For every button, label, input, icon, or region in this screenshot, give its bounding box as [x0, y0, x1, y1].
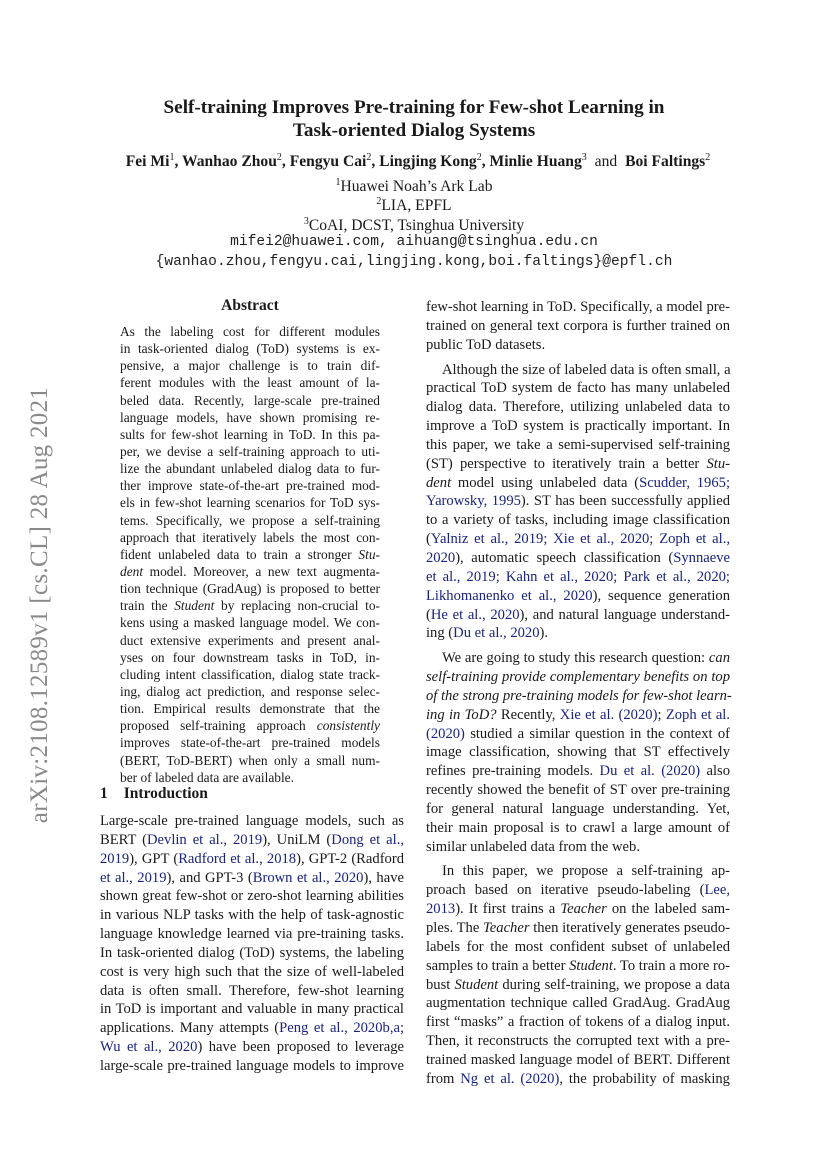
abstract-line: in task-oriented dialog (ToD) systems is ex- — [120, 341, 380, 357]
paragraph-line: of the strong pre-training models for few-shot learn- — [426, 687, 732, 704]
paragraph-line: to a variety of tasks, including image classification — [426, 512, 730, 529]
abstract-line: ing, dialog act prediction, and response selec- — [120, 683, 380, 699]
intro-line: 2019), GPT (Radford et al., 2018), GPT-2 (Radford — [100, 850, 405, 867]
intro-line: in ToD is important and valuable in many practical — [100, 1001, 404, 1018]
abstract-line: improves state-of-the-art pre-trained models — [120, 735, 380, 751]
author-list: Fei Mi$^1$, Wanhao Zhou$^2$, Fengyu Cai$^2$, Lingjing Kong$^2$, Minlie Huang$^3$ and Boi Faltings$^2$ — [125, 152, 711, 171]
paragraph-line: image classification, showing that ST effectively — [426, 744, 730, 761]
abstract-line: sults for few-shot learning in ToD. In this pa- — [120, 426, 380, 442]
paragraph-line: dent model using unlabeled data (Scudder, 1965; — [426, 474, 730, 491]
abstract-body — [120, 323, 380, 786]
paragraph-line: improve a ToD system is practically important. In — [426, 418, 730, 435]
abstract-line: fident unlabeled data to train a stronger Stu- — [120, 546, 380, 562]
paragraph-line: (2020) studied a similar question in the context of — [426, 725, 730, 742]
abstract-line: duct extensive experiments and present anal- — [120, 632, 380, 648]
affiliation: $^1$Huawei Noah’s Ark Lab — [335, 177, 493, 196]
section-number: 1 — [100, 785, 108, 802]
paragraph-line: this paper, we take a semi-supervised self-training — [426, 436, 730, 453]
paragraph-line: In this paper, we propose a self-training ap- — [442, 863, 730, 880]
paragraph-line: their main proposal is to crawl a large amount of — [426, 819, 730, 836]
author: Fei Mi$^1$ — [125, 152, 175, 171]
paragraph-line: public ToD datasets. — [426, 336, 546, 353]
intro-line: BERT (Devlin et al., 2019), UniLM (Dong et al., — [100, 831, 405, 848]
abstract-line: approach that iteratively labels the most con- — [120, 529, 380, 545]
abstract-line: tems. Specifically, we propose a self-training — [120, 512, 380, 528]
author: Minlie Huang$^3$ — [489, 152, 587, 171]
paragraph-line: et al., 2019; Kahn et al., 2020; Park et al., 2020; — [426, 568, 730, 585]
paragraph-line: (ST) perspective to iteratively train a better Stu- — [426, 455, 730, 472]
abstract-line: per, we devise a self-training approach to uti- — [120, 443, 380, 459]
author: Wanhao Zhou$^2$ — [181, 152, 282, 171]
paragraph-line: We are going to study this research question: can — [442, 650, 730, 667]
paragraph-line: Then, it reconstructs the corrupted text with a pre- — [426, 1033, 730, 1050]
paper-title-line-1: Self-training Improves Pre-training for Few-shot Learning in — [163, 97, 665, 118]
paragraph-line: augmentation technique called GradAug. GradAug — [426, 995, 730, 1012]
section-heading-introduction — [100, 785, 208, 803]
paragraph-line: Although the size of labeled data is often small, a — [442, 361, 731, 378]
abstract-line: yses on four downstream tasks in ToD, in- — [120, 649, 380, 665]
paragraph-line: samples to train a better Student. To train a more ro- — [426, 957, 730, 974]
abstract-line: beled data. Recently, large-scale pre-trained — [120, 392, 380, 408]
abstract-line: (BERT, ToD-BERT) when only a small num- — [120, 752, 380, 768]
right-column — [426, 298, 730, 1089]
paragraph-line: ing in ToD? Recently, Xie et al. (2020); Zoph et al. — [426, 706, 731, 723]
paragraph-line: from Ng et al. (2020), the probability of masking — [426, 1070, 730, 1087]
paragraph-line: Yarowsky, 1995). ST has been successfully applied — [426, 493, 730, 510]
intro-line: shown great few-shot or zero-shot learning abilities — [100, 888, 404, 905]
paragraph-line: ing (Du et al., 2020). — [426, 625, 549, 642]
paragraph-line: ples. The Teacher then iteratively generates pseudo- — [426, 920, 730, 936]
abstract-line: ther improve state-of-the-art pre-trained mod- — [120, 478, 380, 494]
paragraph-line: 2020), automatic speech classification (Synnaeve — [426, 549, 730, 566]
paper-title-line-2: Task-oriented Dialog Systems — [292, 120, 536, 141]
abstract-heading: Abstract — [221, 297, 279, 314]
arxiv-id: arXiv:2108.12589v1 [cs.CL] 28 Aug 2021 — [26, 386, 53, 824]
intro-line: Wu et al., 2020) have been proposed to leverage — [100, 1039, 404, 1056]
intro-line: In task-oriented dialog (ToD) systems, the labeling — [100, 944, 404, 961]
abstract-line: tion technique (GradAug) is proposed to better — [120, 581, 380, 597]
abstract-line: kens using a masked language model. We con- — [120, 615, 380, 631]
abstract-line: cluding intent classification, dialog state track- — [120, 666, 380, 682]
abstract-line: ber of labeled data are available. — [120, 769, 294, 785]
abstract-line: tion. Empirical results demonstrate that the — [120, 701, 380, 717]
intro-line: language knowledge learned via pre-training tasks. — [100, 926, 404, 943]
intro-line: cost is very high such that the size of well-labeled — [100, 963, 404, 980]
intro-left-column — [100, 812, 404, 1076]
intro-line: applications. Many attempts (Peng et al., 2020b,a; — [100, 1020, 404, 1037]
email-line-2: {wanhao.zhou,fengyu.cai,lingjing.kong,boi.faltings}@epfl.ch — [155, 254, 673, 270]
paragraph-line: refines pre-training models. Du et al. (2020) also — [426, 763, 730, 780]
paragraph-line: proach based on iterative pseudo-labeling (Lee, — [426, 882, 730, 899]
author: Boi Faltings$^2$ — [625, 152, 711, 171]
abstract-line: dent model. Moreover, a new text augmenta- — [120, 563, 380, 579]
paragraph-line: dialog data. Therefore, utilizing unlabeled data to — [426, 399, 730, 416]
section-title: Introduction — [123, 785, 208, 802]
intro-line: et al., 2019), and GPT-3 (Brown et al., 2020), have — [100, 869, 404, 886]
paragraph-line: bust Student during self-training, we propose a data — [426, 976, 731, 993]
authors-and: and — [594, 153, 618, 171]
paragraph-line: for general natural language understanding. Yet, — [426, 800, 730, 817]
abstract-line: els in few-shot learning scenarios for ToD sys- — [120, 495, 380, 511]
email-line-1: mifei2@huawei.com, aihuang@tsinghua.edu.cn — [230, 234, 598, 250]
arxiv-watermark — [20, 360, 60, 850]
abstract-line: lize the abundant unlabeled dialog data to fur- — [120, 461, 380, 477]
abstract-line: language models, have shown promising re- — [120, 409, 380, 425]
paragraph-line: recently showed the benefit of ST over pre-training — [426, 782, 730, 799]
affiliation: $^3$CoAI, DCST, Tsinghua University — [303, 216, 525, 235]
intro-line: large-scale pre-trained language models to improve — [100, 1057, 404, 1074]
paragraph-line: few-shot learning in ToD. Specifically, a model pre- — [426, 299, 730, 315]
abstract-line: ferent modules with the least amount of la- — [120, 375, 380, 391]
abstract-line: pensive, a major challenge is to train dif- — [120, 358, 380, 374]
abstract-line: proposed self-training approach consistently — [120, 718, 380, 734]
intro-line: Large-scale pre-trained language models, such as — [100, 813, 404, 829]
paragraph-line: labels for the most confident subset of unlabeled — [426, 938, 730, 955]
paragraph-line: first “masks” a fraction of tokens of a dialog input. — [426, 1014, 730, 1031]
author: Lingjing Kong$^2$ — [379, 152, 482, 171]
paragraph-line: practical ToD system de facto has many unlabeled — [426, 380, 730, 397]
paragraph-line: similar unlabeled data from the web. — [426, 838, 640, 855]
paragraph-line: (Yalniz et al., 2019; Xie et al., 2020; Zoph et al., — [426, 531, 730, 548]
paragraph-line: trained masked language model of BERT. Different — [426, 1051, 730, 1068]
intro-line: in various NLP tasks with the help of task-agnostic — [100, 907, 404, 924]
affiliation: $^2$LIA, EPFL — [376, 196, 452, 215]
paragraph-line: trained on general text corpora is further trained on — [426, 317, 730, 334]
abstract-line: train the Student by replacing non-crucial to- — [120, 598, 380, 614]
intro-line: data is often small. Therefore, few-shot learning — [100, 982, 404, 999]
paragraph-line: 2013). It first trains a Teacher on the labeled sam- — [426, 901, 730, 918]
paragraph-line: Likhomanenko et al., 2020), sequence generation — [426, 587, 730, 604]
abstract-line: As the labeling cost for different modules — [120, 324, 380, 339]
author: Fengyu Cai$^2$ — [289, 152, 372, 171]
paragraph-line: self-training provide complementary benefits on top — [426, 669, 730, 686]
paragraph-line: (He et al., 2020), and natural language understand- — [426, 606, 731, 623]
